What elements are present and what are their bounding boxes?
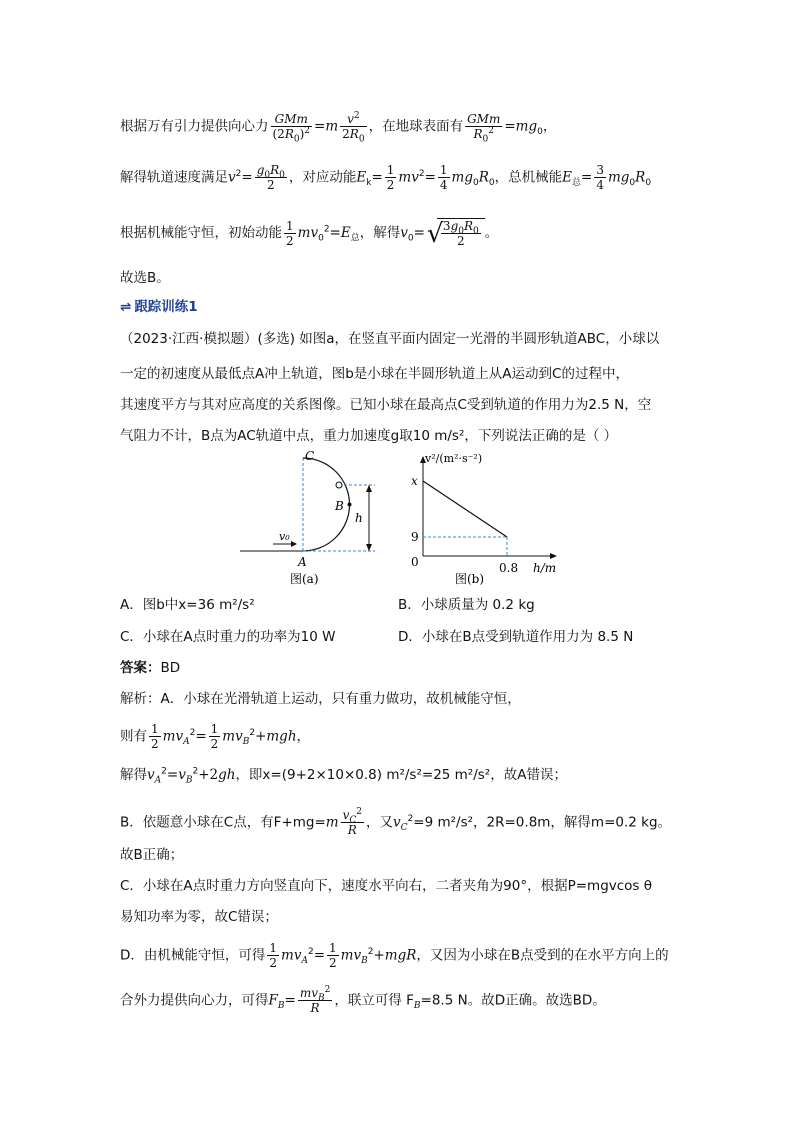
track-icon: ⇌ xyxy=(120,299,132,315)
analysis-line-1 xyxy=(120,689,521,709)
arrow-head-up xyxy=(366,485,372,492)
text-line-4: 故选B。 xyxy=(120,270,170,286)
text-span: 。 xyxy=(484,225,499,241)
label-b: B xyxy=(335,499,344,513)
option-a: A．图b中x=36 m²/s² xyxy=(120,597,255,613)
question-line-1: （2023·江西·模拟题）(多选) 如图a，在竖直平面内固定一光滑的半圆形轨道ABC，小球以 xyxy=(120,331,660,347)
y-axis-label: v²/(m²·s⁻²) xyxy=(425,452,483,465)
ball-marker xyxy=(336,482,342,488)
square-root: √ $\frac{3g_0R_0}{2}$ xyxy=(427,218,485,248)
text-span: 解得轨道速度满足 xyxy=(120,169,228,186)
question-line-4: 气阻力不计，B点为AC轨道中点，重力加速度g取10 m/s²，下列说法正确的是（ ） xyxy=(120,428,618,444)
section-title-text: 跟踪训练1 xyxy=(134,299,198,315)
text-span: 解得 xyxy=(120,767,147,783)
label-a: A xyxy=(298,555,307,569)
x-axis-label: h/m xyxy=(533,561,557,575)
text-span: 则有 xyxy=(120,728,147,745)
text-span: ，又因为小球在B点受到的在水平方向上的 xyxy=(416,947,669,964)
text-line-3: 根据机械能守恒，初始动能 $\frac{1}{2}$ $mv_0^2=E_总$，解得$v_0=$ √ $\frac{3g_0R_0}{2}$ 。 xyxy=(120,218,499,249)
analysis-line-3: 解得$v_A^2=v_B^2+2gh$，即x=(9+2×10×0.8) m²/s²=25 m²/s²，故A错误； xyxy=(120,766,567,786)
text-span: ，联立可得 F xyxy=(334,992,414,1009)
text-span: ， xyxy=(542,118,557,135)
answer-line xyxy=(120,658,180,678)
x-tick-0.8: 0.8 xyxy=(499,561,519,575)
fraction: $\frac{v^2}{2R_0}$ xyxy=(342,111,365,145)
fraction: $\frac{1}{4}$ xyxy=(439,163,448,192)
question-line-3: 其速度平方与其对应高度的关系图像。已知小球在最高点C受到轨道的作用力为2.5 N，空 xyxy=(120,397,652,413)
option-c: C．小球在A点时重力的功率为10 W xyxy=(120,629,336,645)
fraction: $\frac{1}{2}$ xyxy=(286,218,294,248)
text-span: ，总机械能 xyxy=(494,169,563,186)
series-line xyxy=(423,481,507,537)
answer-value: BD xyxy=(160,660,181,676)
x-axis-arrow xyxy=(550,553,557,559)
text-span: =mg xyxy=(504,118,538,135)
fraction: $\frac{1}{2}$ xyxy=(386,163,395,192)
y-tick-9: 9 xyxy=(411,530,419,544)
figure-b xyxy=(405,448,565,588)
label-h: h xyxy=(355,511,363,525)
text-span: 根据万有引力提供向心力 xyxy=(120,118,269,135)
fraction: $\frac{\text{GMm}}{(2R_0)^2}$ xyxy=(272,112,311,145)
text-span: D．由机械能守恒，可得 xyxy=(120,947,266,964)
text-span: B．依题意小球在C点，有F+mg= xyxy=(120,814,326,831)
fraction: $\frac{3}{4}$ xyxy=(596,163,604,192)
text-span: ，对应动能 xyxy=(288,169,357,186)
label-c: C xyxy=(305,449,315,463)
answer-label: 答案： xyxy=(120,660,161,676)
fraction: $\frac{\text{GMm}}{R_0^2}$ xyxy=(467,112,501,145)
text-span: ，解得 xyxy=(359,225,401,241)
text-span: =9 m²/s²，2R=0.8m，解得m=0.2 kg。 xyxy=(413,814,672,831)
section-title xyxy=(120,297,198,317)
text-span: =8.5 N。故D正确。故选BD。 xyxy=(420,992,606,1009)
analysis-line-2: 则有 $\frac{1}{2}$ $mv_A^2=$ $\frac{1}{2}$ $mv_B^2+mgh$， xyxy=(120,722,311,751)
question-line-2: 一定的初速度从最低点A冲上轨道，图b是小球在半圆形轨道上从A运动到C的过程中， xyxy=(120,366,629,382)
text-span: 解析：A．小球在光滑轨道上运动，只有重力做功，故机械能守恒， xyxy=(120,691,521,707)
y-tick-x: x xyxy=(411,474,418,488)
point-b xyxy=(348,503,352,507)
text-span: ，又 xyxy=(366,814,394,831)
analysis-line-8: D．由机械能守恒，可得 $\frac{1}{2}$ $mv_A^2=$ $\frac{1}{2}$ $mv_B^2+mgR$，又因为小球在B点受到的在水平方向上的 xyxy=(120,941,669,970)
fraction: $\frac{g_0R_0}{2}$ xyxy=(256,163,285,192)
label-v0: v₀ xyxy=(279,530,290,543)
analysis-line-9: 合外力提供向心力，可得$F_B=$ $\frac{mv_B^2}{R}$ ，联立可得 $F_B=8.5$ N。故D正确。故选BD。 xyxy=(120,985,606,1015)
text-span: ，即x=(9+2×10×0.8) m²/s²=25 m²/s²，故A错误； xyxy=(235,767,567,783)
caption-a: 图(a) xyxy=(290,572,319,586)
origin-label: 0 xyxy=(411,555,419,569)
text-line-1: 根据万有引力提供向心力 $\frac{\text{GMm}}{(2R_0)^2}$ =m $\frac{v^2}{2R_0}$ ，在地球表面有 $\frac{\text{GMm}}{R_0^2}$ $=mg_0$， xyxy=(120,111,557,145)
figure-a xyxy=(235,448,385,588)
analysis-line-4: B．依题意小球在C点，有F+mg=m $\frac{v_C^2}{R}$ ，又$v_C^2=9$ m²/s²，2R=0.8m，解得m=0.2 kg。 xyxy=(120,807,672,837)
text-span: ，在地球表面有 xyxy=(368,118,464,135)
text-line-2: 解得轨道速度满足$v^2=$ $\frac{g_0R_0}{2}$ ，对应动能$E_k=$ $\frac{1}{2}$ $mv^2=$ $\frac{1}{4}$ $mg_0R_0$，总机械能$E_总=$ $\frac{3}{4}$ $mg_0R_0$ xyxy=(120,163,652,192)
arrow-head-down xyxy=(366,544,372,551)
caption-b: 图(b) xyxy=(455,572,485,586)
text-span: 合外力提供向心力，可得 xyxy=(120,992,269,1009)
analysis-line-6: C．小球在A点时重力方向竖直向下，速度水平向右，二者夹角为90°，根据P=mgvcos θ xyxy=(120,878,653,894)
option-d: D．小球在B点受到轨道作用力为 8.5 N xyxy=(398,629,634,645)
analysis-line-7: 易知功率为零，故C错误； xyxy=(120,909,278,925)
analysis-line-5: 故B正确； xyxy=(120,847,184,863)
option-b: B．小球质量为 0.2 kg xyxy=(398,597,535,613)
text-span: 根据机械能守恒，初始动能 xyxy=(120,225,282,241)
v0-arrow-head xyxy=(291,541,297,547)
